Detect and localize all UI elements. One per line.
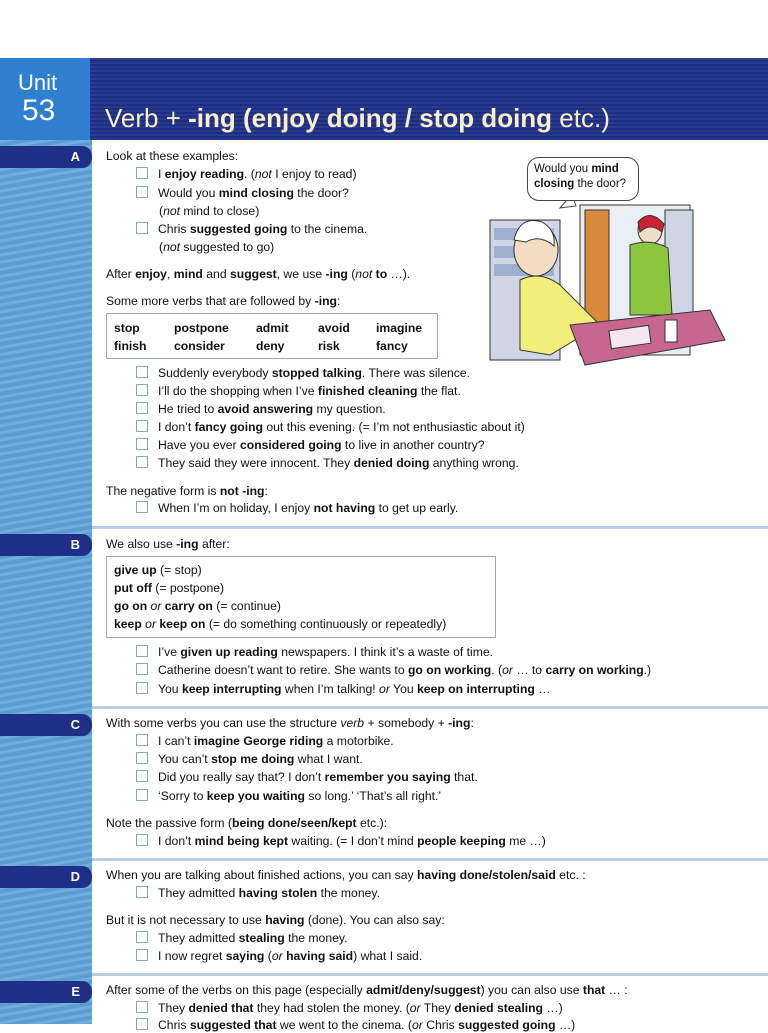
phrasal-item: put off (= postpone): [114, 581, 225, 595]
section-tab-a: A: [0, 146, 92, 168]
bullet-square-icon: [136, 167, 148, 179]
section-divider: [92, 973, 768, 976]
bullet-square-icon: [136, 886, 148, 898]
bullet-square-icon: [136, 384, 148, 396]
verb-cell: imagine: [376, 321, 423, 335]
bullet-square-icon: [136, 645, 148, 657]
example-item: I’ve given up reading newspapers. I think it’s a waste of time.: [136, 644, 493, 660]
bullet-square-icon: [136, 1001, 148, 1013]
bullet-square-icon: [136, 366, 148, 378]
example-item: Suddenly everybody stopped talking. There was silence.: [136, 365, 470, 381]
unit-number: 53: [22, 94, 56, 127]
verb-cell: finish: [114, 339, 147, 353]
bullet-square-icon: [136, 752, 148, 764]
section-divider: [92, 526, 768, 529]
verb-cell: postpone: [174, 321, 229, 335]
section-divider: [92, 706, 768, 709]
example-item: I’ll do the shopping when I’ve finished cleaning the flat.: [136, 383, 461, 399]
bullet-square-icon: [136, 931, 148, 943]
phrasal-item: keep or keep on (= do something continuously or repeatedly): [114, 617, 447, 631]
verb-cell: stop: [114, 321, 140, 335]
example-item: Have you ever considered going to live in another country?: [136, 437, 485, 453]
bullet-square-icon: [136, 834, 148, 846]
bullet-square-icon: [136, 420, 148, 432]
unit-label: Unit: [18, 70, 58, 95]
example-item: They said they were innocent. They denied doing anything wrong.: [136, 455, 519, 471]
section-divider: [92, 858, 768, 861]
bullet-square-icon: [136, 402, 148, 414]
c-note: Note the passive form (being done/seen/kept etc.):: [106, 816, 388, 830]
bullet-square-icon: [136, 501, 148, 513]
section-tab-d: D: [0, 866, 92, 888]
example-item: Chris suggested that we went to the cinema. (or Chris suggested going …): [136, 1017, 575, 1033]
bullet-square-icon: [136, 949, 148, 961]
example-item: Catherine doesn’t want to retire. She wants to go on working. (or … to carry on working.): [136, 662, 651, 678]
left-margin-strip: [0, 140, 92, 1024]
a-negative-text: The negative form is not -ing:: [106, 484, 268, 498]
example-item: They admitted stealing the money.: [136, 930, 347, 946]
example-item: I enjoy reading. (not I enjoy to read): [136, 166, 357, 182]
example-item: Would you mind closing the door?: [136, 185, 349, 201]
a-intro: Look at these examples:: [106, 149, 239, 163]
bullet-square-icon: [136, 789, 148, 801]
page-title: Verb + -ing (enjoy doing / stop doing etc.): [105, 103, 610, 133]
a-after-text: After enjoy, mind and suggest, we use -ing (not to …).: [106, 267, 411, 281]
a-some-more: Some more verbs that are followed by -ing:: [106, 294, 341, 308]
bullet-square-icon: [136, 222, 148, 234]
bullet-square-icon: [136, 438, 148, 450]
e-intro: After some of the verbs on this page (especially admit/deny/suggest) you can also use that … :: [106, 983, 628, 997]
verb-cell: consider: [174, 339, 225, 353]
verb-cell: admit: [256, 321, 289, 335]
bullet-square-icon: [136, 734, 148, 746]
d-but: But it is not necessary to use having (done). You can also say:: [106, 913, 445, 927]
example-item: When I’m on holiday, I enjoy not having to get up early.: [136, 500, 458, 516]
verb-cell: deny: [256, 339, 285, 353]
example-item: I don’t fancy going out this evening. (= I’m not enthusiastic about it): [136, 419, 525, 435]
section-tab-b: B: [0, 534, 92, 556]
verb-cell: risk: [318, 339, 340, 353]
example-item: He tried to avoid answering my question.: [136, 401, 386, 417]
example-item: I now regret saying (or having said) what I said.: [136, 948, 422, 964]
b-intro: We also use -ing after:: [106, 537, 230, 551]
example-item: You keep interrupting when I’m talking! or You keep on interrupting …: [136, 681, 550, 697]
section-tab-e: E: [0, 981, 92, 1003]
example-item: I don’t mind being kept waiting. (= I don’t mind people keeping me …): [136, 833, 546, 849]
phrasal-item: give up (= stop): [114, 563, 202, 577]
bullet-square-icon: [136, 1018, 148, 1030]
example-item: They denied that they had stolen the money. (or They denied stealing …): [136, 1000, 563, 1016]
example-item: ‘Sorry to keep you waiting so long.’ ‘That’s all right.’: [136, 788, 441, 804]
bullet-square-icon: [136, 682, 148, 694]
phrasal-item: go on or carry on (= continue): [114, 599, 281, 613]
example-note: (not mind to close): [159, 204, 260, 218]
section-tab-c: C: [0, 714, 92, 736]
verb-cell: fancy: [376, 339, 408, 353]
bullet-square-icon: [136, 456, 148, 468]
example-note: (not suggested to go): [159, 240, 275, 254]
example-item: Chris suggested going to the cinema.: [136, 221, 367, 237]
bullet-square-icon: [136, 186, 148, 198]
bullet-square-icon: [136, 770, 148, 782]
example-item: You can’t stop me doing what I want.: [136, 751, 363, 767]
example-item: Did you really say that? I don’t remember you saying that.: [136, 769, 478, 785]
verb-cell: avoid: [318, 321, 350, 335]
example-item: They admitted having stolen the money.: [136, 885, 380, 901]
example-item: I can’t imagine George riding a motorbike.: [136, 733, 394, 749]
bullet-square-icon: [136, 663, 148, 675]
speech-bubble: Would you mind closing the door?: [527, 157, 639, 201]
d-intro: When you are talking about finished actions, you can say having done/stolen/said etc. :: [106, 868, 586, 882]
c-intro: With some verbs you can use the structure verb + somebody + -ing:: [106, 716, 474, 730]
